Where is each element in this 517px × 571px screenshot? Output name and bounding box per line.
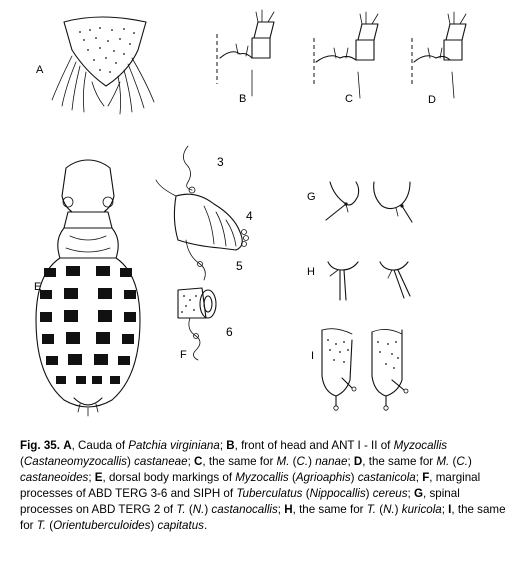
- caption-label-i: I: [448, 503, 452, 516]
- caption-sep: ;: [187, 455, 195, 468]
- caption-subgenus-f: Nippocallis: [309, 487, 366, 500]
- caption-label-b: B: [226, 439, 235, 452]
- caption-species-g: castanocallis: [211, 503, 278, 516]
- panel-label-a: A: [36, 64, 44, 76]
- number-label-5: 5: [236, 259, 243, 273]
- caption-paren: ): [126, 455, 135, 468]
- caption-species-b: castaneae: [134, 455, 188, 468]
- number-label-4: 4: [246, 209, 253, 223]
- caption-paren: (: [185, 503, 193, 516]
- figure-caption: [20, 438, 507, 534]
- caption-subgenus-d: C.: [456, 455, 468, 468]
- caption-paren: (: [288, 471, 296, 484]
- caption-subgenus-e: Agrioaphis: [295, 471, 351, 484]
- caption-label-c: C: [194, 455, 203, 468]
- panel-label-i: I: [311, 350, 315, 362]
- caption-sep: ;: [347, 455, 354, 468]
- caption-subgenus-b: Castaneomyzocallis: [23, 455, 127, 468]
- caption-paren: ): [350, 471, 358, 484]
- caption-text-b: , front of head and ANT I - II of: [234, 439, 394, 452]
- caption-text-a: , Cauda of: [71, 439, 129, 452]
- panel-label-d: D: [428, 94, 436, 106]
- panel-label-h: H: [307, 266, 315, 278]
- caption-species-d: castaneoides: [20, 471, 89, 484]
- caption-genus-f: Tuberculatus: [236, 487, 303, 500]
- panel-a-drawing: [52, 17, 154, 114]
- caption-species-h: kuricola: [401, 503, 442, 516]
- caption-label-g: G: [414, 487, 424, 500]
- caption-genus-c: M.: [276, 455, 290, 468]
- caption-genus-e: Myzocallis: [235, 471, 289, 484]
- caption-genus-g: T.: [176, 503, 186, 516]
- caption-sep: ;: [277, 503, 285, 516]
- caption-species-c: nanae: [315, 455, 348, 468]
- caption-paren: (: [449, 455, 457, 468]
- panel-label-c: C: [345, 93, 353, 105]
- panel-f-drawing: [156, 146, 249, 360]
- caption-species-a: Patchia virginiana: [128, 439, 220, 452]
- cauda-dots: [79, 27, 135, 73]
- caption-label-h: H: [284, 503, 293, 516]
- caption-label-a: A: [63, 439, 72, 452]
- caption-text-i: , the same for: [20, 503, 506, 532]
- caption-subgenus-i: Orientuberculoides: [53, 519, 151, 532]
- caption-subgenus-h: N.: [383, 503, 395, 516]
- caption-sep: ;: [219, 439, 227, 452]
- siphunculus-spinules: [181, 295, 197, 313]
- panel-d-drawing: [412, 12, 466, 98]
- caption-genus-b: Myzocallis: [393, 439, 448, 452]
- caption-species-e: castanicola: [357, 471, 416, 484]
- caption-paren: ): [467, 455, 472, 468]
- caption-text-c: , the same for: [202, 455, 277, 468]
- panel-i-drawing: [322, 329, 408, 411]
- caption-paren: ): [204, 503, 212, 516]
- panel-h-drawing: [328, 262, 410, 300]
- caption-text-d: , the same for: [362, 455, 437, 468]
- caption-genus-d: M.: [436, 455, 450, 468]
- caption-text-e: , dorsal body markings of: [102, 471, 236, 484]
- panel-label-e: E: [34, 281, 42, 293]
- caption-paren: (: [375, 503, 384, 516]
- process-i-left-dots: [327, 339, 349, 363]
- caption-figure-number: Fig. 35.: [20, 439, 60, 452]
- caption-text-h: , the same for: [292, 503, 367, 516]
- panel-b-drawing: [217, 10, 274, 96]
- process-i-right-dots: [377, 341, 399, 369]
- caption-sep: ;: [88, 471, 95, 484]
- caption-paren: (: [302, 487, 310, 500]
- caption-species-i: capitatus: [157, 519, 204, 532]
- caption-paren: ): [308, 455, 316, 468]
- caption-sep: ;: [441, 503, 449, 516]
- caption-text-f: , marginal processes of ABD TERG 3-6 and SIPH of: [20, 471, 481, 500]
- panel-g-drawing: [326, 182, 412, 222]
- panel-label-f: F: [180, 349, 187, 361]
- caption-paren: ): [150, 519, 158, 532]
- caption-text-g: , spinal processes on ABD TERG 2 of: [20, 487, 460, 516]
- caption-label-f: F: [422, 471, 430, 484]
- panel-label-g: G: [307, 191, 316, 203]
- abdominal-markings: [40, 266, 136, 384]
- caption-sep: ;: [407, 487, 414, 500]
- panel-c-drawing: [314, 12, 378, 98]
- caption-genus-i: T.: [36, 519, 47, 532]
- caption-species-f: cereus: [372, 487, 408, 500]
- panel-label-b: B: [239, 93, 247, 105]
- caption-subgenus-c: C.: [296, 455, 309, 468]
- panel-e-drawing: [36, 160, 140, 416]
- caption-label-d: D: [353, 455, 363, 468]
- caption-paren: ): [394, 503, 402, 516]
- caption-paren: (: [289, 455, 297, 468]
- caption-paren: (: [46, 519, 54, 532]
- number-label-3: 3: [217, 155, 224, 169]
- caption-paren: ): [365, 487, 373, 500]
- number-label-6: 6: [226, 325, 233, 339]
- caption-subgenus-g: N.: [192, 503, 205, 516]
- caption-genus-h: T.: [366, 503, 376, 516]
- cauda-setae: [52, 56, 154, 114]
- caption-paren: (: [20, 455, 24, 468]
- caption-end: .: [203, 519, 208, 532]
- caption-sep: ;: [415, 471, 423, 484]
- caption-label-e: E: [94, 471, 103, 484]
